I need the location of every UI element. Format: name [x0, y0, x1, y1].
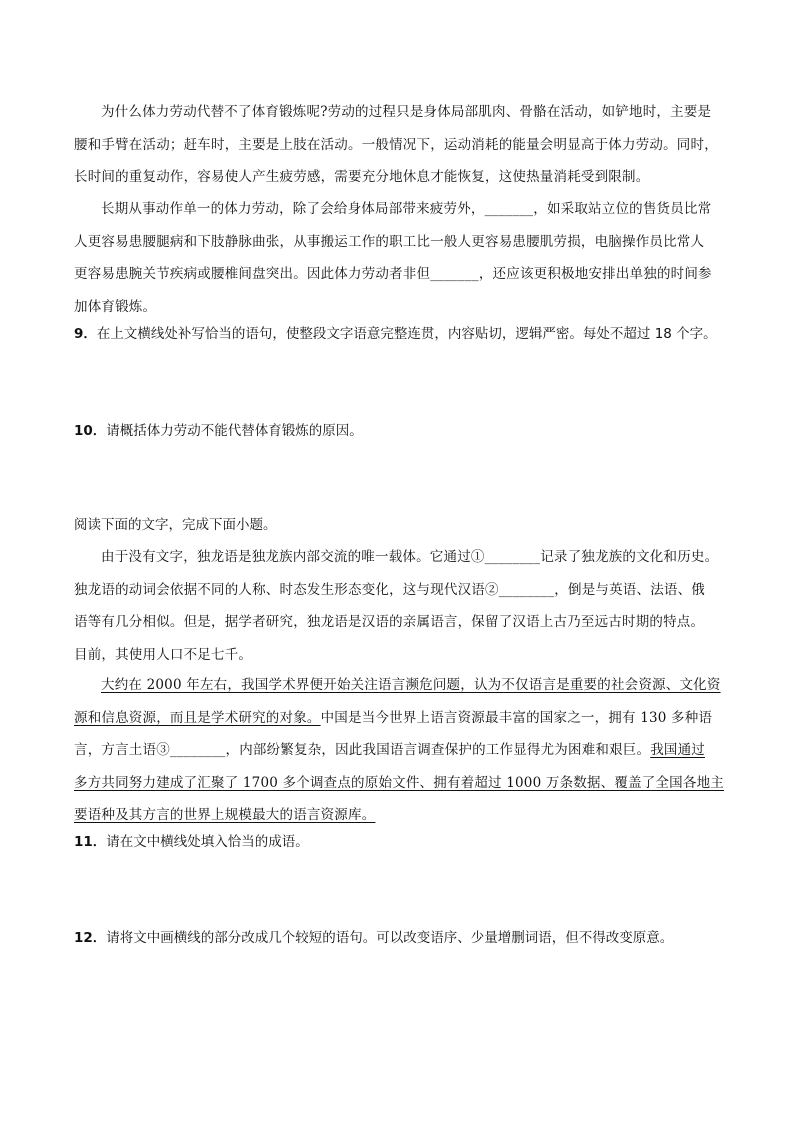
text-line: 长期从事动作单一的体力劳动，除了会给身体局部带来疲劳外，_______，如采取站立位的售货员比常	[101, 201, 712, 217]
text-line	[74, 669, 726, 702]
plain-text: 中国是当今世界上语言资源最丰富的国家之一，拥有 130 多种语	[320, 709, 713, 726]
question-9	[74, 324, 717, 344]
question-10	[74, 421, 363, 441]
passage1-paragraph2	[74, 193, 726, 323]
question-number: 11．	[74, 834, 107, 850]
question-number: 10．	[74, 423, 107, 439]
underlined-text: 要语种及其方言的世界上规模最大的语言资源库。	[74, 807, 376, 823]
text-line: 由于没有文字，独龙语是独龙族内部交流的唯一载体。它通过①________记录了独龙族的文化和历史。	[101, 549, 719, 565]
passage1-paragraph1	[74, 96, 726, 194]
question-11	[74, 832, 309, 852]
text-line: 为什么体力劳动代替不了体育锻炼呢?劳动的过程只是身体局部肌肉、骨骼在活动，如铲地时，主要是	[101, 104, 712, 120]
text-line: 语等有几分相似。但是，据学者研究，独龙语是汉语的亲属语言，保留了汉语上古乃至远古时期的特点。	[74, 614, 705, 630]
text-line: 独龙语的动词会依据不同的人称、时态发生形态变化，这与现代汉语②________，倒是与英语、法语、俄	[74, 581, 705, 598]
underlined-text: 我国通过	[650, 742, 706, 758]
passage2-paragraph1	[74, 541, 726, 671]
plain-text: 言，方言土语③________，内部纷繁复杂，因此我国语言调查保护的工作显得尤为困难和艰巨。	[74, 742, 651, 758]
text-line	[74, 734, 726, 767]
question-number: 9．	[74, 326, 97, 342]
question-number: 12．	[74, 930, 107, 946]
text-line	[74, 799, 726, 832]
text-line: 腰和手臂在活动；赶车时，主要是上肢在活动。一般情况下，运动消耗的能量会明显高于体力劳动。同时，	[74, 136, 718, 153]
text-line	[74, 767, 726, 800]
text-line: 长时间的重复动作，容易使人产生疲劳感，需要充分地休息才能恢复，这使热量消耗受到限制。	[74, 169, 650, 185]
underlined-text: 多方共同努力建成了汇聚了 1700 多个调查点的原始文件、拥有着超过 1000 万条数据、覆盖了全国各地主	[74, 774, 724, 791]
text-line	[74, 702, 726, 735]
question-text: 请在文中横线处填入恰当的成语。	[106, 834, 309, 850]
text-line: 更容易患腕关节疾病或腰椎间盘突出。因此体力劳动者非但_______，还应该更积极地安排出单独的时间参	[74, 266, 712, 282]
text-line: 目前，其使用人口不足七千。	[74, 646, 253, 663]
question-text: 请概括体力劳动不能代替体育锻炼的原因。	[106, 423, 363, 439]
underlined-text: 大约在 2000 年左右，我国学术界便开始关注语言濒危问题，认为不仅语言是重要的社会资源、文化资	[101, 677, 721, 693]
section-intro: 阅读下面的文字，完成下面小题。	[74, 517, 277, 533]
question-12	[74, 928, 673, 948]
question-text: 请将文中画横线的部分改成几个较短的语句。可以改变语序、少量增删词语，但不得改变原意。	[106, 930, 674, 946]
question-text: 在上文横线处补写恰当的语句，使整段文字语意完整连贯，内容贴切，逻辑严密。每处不超过 18 个字。	[96, 326, 717, 342]
text-line: 加体育锻炼。	[74, 298, 157, 315]
text-line: 人更容易患腰腿病和下肢静脉曲张，从事搬运工作的职工比一般人更容易患腰肌劳损，电脑操作员比常人	[74, 233, 705, 250]
underlined-text: 源和信息资源，而且是学术研究的对象。	[74, 709, 321, 726]
passage2-paragraph2	[74, 669, 726, 832]
